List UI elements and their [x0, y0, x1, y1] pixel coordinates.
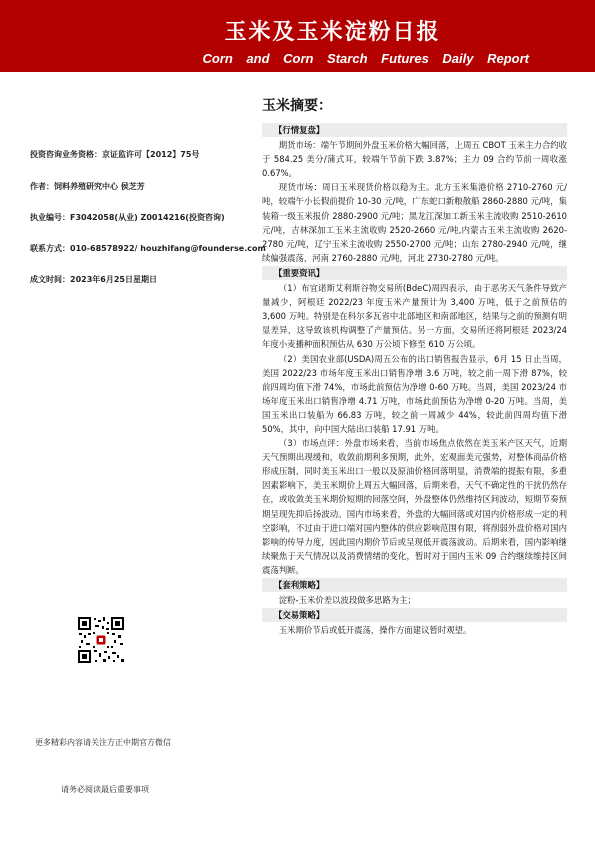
news-item-3: （3）市场点评：外盘市场来看，当前市场焦点依然在美玉米产区天气，近期天气预期出现缓和，收敛前期利多预期，此外，宏观面美元强势，对整体商品价格形成压制，同时美玉米出口一般以及原油价格回落明显，消费端的提振有限，多重因素影响下，美玉米期价上周五大幅回落，后期来看，天气不确定性的干扰仍然存在，或收敛美玉米期价短期的回落空间，外盘整体仍然维持区间波动，短期节奏预期呈现先抑后扬波动。国内市场来看，外盘的大幅回落或对国内价格形成一定的利空影响，不过由于进口端对国内整体的供应影响范围有限，将削弱外盘价格对国内影响的传导力度，因此国内期价节后或呈现低开震荡波动。后期来看，国内影响继续聚焦于天气情况以及消费情绪的变化，暂时对于国内玉米 09 合约继续维持区间震荡判断。	[262, 438, 567, 575]
news-item-1: （1）布宜诺斯艾利斯谷物交易所(BdeC)周四表示，由于恶劣天气条件导致产量减少，阿根廷 2022/23 年度玉米产量预计为 3,400 万吨，低于之前预估的 3,600 万吨。特别是在科尔多瓦省中北部地区和南部地区，结果与之前的预测有明显差异，这导致该机构调整了产量预估。另一方面，交易所还将阿根廷 2023/24 年度小麦播种面积预估从 630 万公顷下修至 610 万公顷。	[262, 283, 567, 350]
main-content	[262, 122, 567, 637]
date-line: 成文时间：2023年6月25日星期日	[30, 275, 157, 284]
section-header-news: 【重要资讯】	[262, 266, 567, 280]
summary-title: 玉米摘要：	[262, 98, 332, 114]
review-futures-paragraph: 期货市场：端午节期间外盘玉米价格大幅回落，上周五 CBOT 玉米主力合约收于 584.25 美分/蒲式耳，较端午节前下跌 3.87%；主力 09 合约节前一周收涨 0.67%。	[262, 140, 567, 179]
section-header-trading: 【交易策略】	[262, 608, 567, 622]
disclaimer-note: 请务必阅读最后重要事项	[61, 785, 149, 794]
section-header-review: 【行情复盘】	[262, 123, 567, 137]
contact-line[interactable]: 联系方式：010-68578922/ houzhifang@founderse.com	[30, 244, 266, 253]
report-title-cn: 玉米及玉米淀粉日报	[224, 20, 441, 45]
trading-paragraph: 玉米期价节后或低开震荡，操作方面建议暂时观望。	[278, 625, 472, 636]
report-title-en: Corn and Corn Starch Futures Daily Report	[202, 51, 529, 66]
report-header	[0, 0, 595, 72]
news-item-2: （2）美国农业部(USDA)周五公布的出口销售报告显示，6月 15 日止当周，美国 2022/23 市场年度玉米出口销售净增 3.6 万吨，较之前一周下滑 87%，较前四周均值下滑 74%，市场此前预估为净增 0-60 万吨。当周，美国 2023/24 市场年度玉米出口销售净增 4.71 万吨，市场此前预估为净增 0-20 万吨。当周，美国玉米出口装船为 66.83 万吨，较之前一周减少 44%，较此前四周均值下滑 50%，其中，向中国大陆出口装船 17.91 万吨。	[262, 353, 567, 434]
qualification-line: 投资咨询业务资格：京证监许可【2012】75号	[30, 150, 200, 159]
section-header-arbitrage: 【套利策略】	[262, 578, 567, 592]
arbitrage-paragraph: 淀粉-玉米价差以波段做多思路为主；	[278, 595, 416, 606]
review-spot-paragraph: 现货市场：周日玉米现货价格以稳为主。北方玉米集港价格 2710-2760 元/吨，较端午小长假前提价 10-30 元/吨，广东蛇口新粮散船 2860-2880 元/吨，集装箱一级玉米报价 2880-2900 元/吨；黑龙江深加工新玉米主流收购 2510-2610 元/吨，吉林深加工玉米主流收购 2520-2660 元/吨,内蒙古玉米主流收购 2620-2780 元/吨，辽宁玉米主流收购 2550-2700 元/吨；山东 2780-2940 元/吨，继续偏强震荡，河南 2760-2880 元/吨，河北 2730-2780 元/吨。	[262, 182, 567, 263]
license-line: 执业编号：F3042058(从业) Z0014216(投资咨询)	[30, 213, 225, 222]
qr-code-image	[77, 616, 125, 664]
qr-caption: 更多精彩内容请关注方正中期官方微信	[35, 738, 171, 747]
author-line: 作者：饲料养殖研究中心 侯芝芳	[30, 182, 145, 191]
